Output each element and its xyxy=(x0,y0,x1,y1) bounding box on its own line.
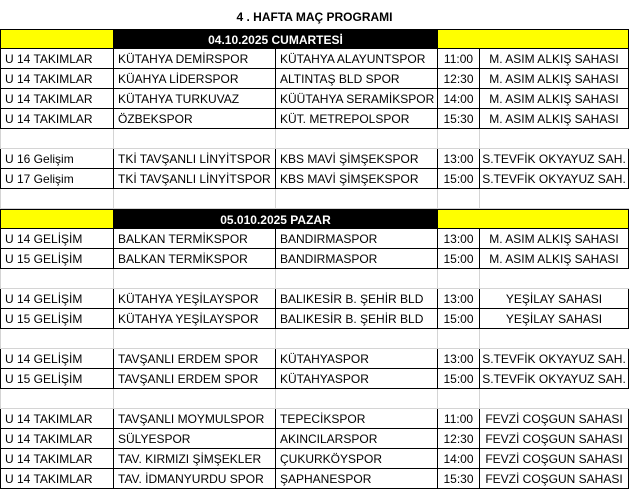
venue-cell: M. ASIM ALKIŞ SAHASI xyxy=(479,109,629,129)
venue-cell: YEŞİLAY SAHASI xyxy=(479,309,629,329)
away-team-cell: KÜTAHYA ALAYUNTSPOR xyxy=(275,49,437,69)
category-cell: U 14 TAKIMLAR xyxy=(0,89,113,109)
match-row xyxy=(0,429,629,449)
page-title: 4 . HAFTA MAÇ PROGRAMI xyxy=(236,10,393,24)
away-team-cell: KÜÜTAHYA SERAMİKSPOR xyxy=(275,89,437,109)
empty-row xyxy=(0,329,629,349)
home-team-cell xyxy=(113,129,275,149)
venue-cell xyxy=(479,389,629,409)
category-cell xyxy=(0,269,113,289)
category-cell: U 14 TAKIMLAR xyxy=(0,449,113,469)
time-cell xyxy=(437,329,479,349)
home-team-cell: TAVŞANLI ERDEM SPOR xyxy=(113,369,275,389)
category-cell: U 14 TAKIMLAR xyxy=(0,69,113,89)
away-team-cell: KBS MAVİ ŞİMŞEKSPOR xyxy=(275,149,437,169)
away-team-cell xyxy=(275,129,437,149)
venue-cell: FEVZİ COŞGUN SAHASI xyxy=(479,449,629,469)
day-header: 04.10.2025 CUMARTESİ xyxy=(113,29,437,49)
away-team-cell: ALTINTAŞ BLD SPOR xyxy=(275,69,437,89)
category-cell: U 14 GELİŞİM xyxy=(0,289,113,309)
home-team-cell: KÜAHYA LİDERSPOR xyxy=(113,69,275,89)
category-cell: U 16 Gelişim xyxy=(0,149,113,169)
empty-row xyxy=(0,129,629,149)
time-cell: 11:00 xyxy=(437,409,479,429)
away-team-cell xyxy=(275,269,437,289)
category-cell: U 14 TAKIMLAR xyxy=(0,409,113,429)
venue-cell xyxy=(479,329,629,349)
home-team-cell: BALKAN TERMİKSPOR xyxy=(113,249,275,269)
category-cell: U 15 GELİŞİM xyxy=(0,249,113,269)
category-cell: U 14 GELİŞİM xyxy=(0,229,113,249)
category-cell xyxy=(0,189,113,209)
venue-cell: S.TEVFİK OKYAYUZ SAH. xyxy=(479,349,629,369)
venue-cell: FEVZİ COŞGUN SAHASI xyxy=(479,409,629,429)
time-cell: 15:00 xyxy=(437,169,479,189)
venue-cell: S.TEVFİK OKYAYUZ SAH. xyxy=(479,169,629,189)
home-team-cell xyxy=(113,389,275,409)
time-cell: 15:00 xyxy=(437,249,479,269)
time-cell: 15:30 xyxy=(437,469,479,489)
away-team-cell: BANDIRMASPOR xyxy=(275,229,437,249)
home-team-cell xyxy=(113,189,275,209)
match-row xyxy=(0,289,629,309)
match-row xyxy=(0,249,629,269)
away-team-cell: KBS MAVİ ŞİMŞEKSPOR xyxy=(275,169,437,189)
category-cell: U 14 TAKIMLAR xyxy=(0,429,113,449)
category-cell: U 15 GELİŞİM xyxy=(0,309,113,329)
venue-cell: S.TEVFİK OKYAYUZ SAH. xyxy=(479,149,629,169)
match-row xyxy=(0,49,629,69)
away-team-cell: ŞAPHANESPOR xyxy=(275,469,437,489)
category-cell xyxy=(0,129,113,149)
match-row xyxy=(0,109,629,129)
venue-cell xyxy=(479,269,629,289)
match-row xyxy=(0,169,629,189)
match-row xyxy=(0,409,629,429)
time-cell: 15:00 xyxy=(437,369,479,389)
category-cell xyxy=(0,329,113,349)
venue-cell: M. ASIM ALKIŞ SAHASI xyxy=(479,49,629,69)
home-team-cell: TAV. İDMANYURDU SPOR xyxy=(113,469,275,489)
home-team-cell: BALKAN TERMİKSPOR xyxy=(113,229,275,249)
home-team-cell xyxy=(113,269,275,289)
day-header-row xyxy=(0,209,629,229)
home-team-cell xyxy=(113,329,275,349)
venue-cell xyxy=(479,189,629,209)
venue-cell: M. ASIM ALKIŞ SAHASI xyxy=(479,249,629,269)
home-team-cell: KÜTAHYA YEŞİLAYSPOR xyxy=(113,289,275,309)
time-cell: 14:00 xyxy=(437,89,479,109)
category-cell: U 17 Gelişim xyxy=(0,169,113,189)
venue-cell xyxy=(479,129,629,149)
match-row xyxy=(0,309,629,329)
time-cell: 11:00 xyxy=(437,49,479,69)
venue-cell: FEVZİ COŞGUN SAHASI xyxy=(479,469,629,489)
venue-cell: S.TEVFİK OKYAYUZ SAH. xyxy=(479,369,629,389)
time-cell xyxy=(437,389,479,409)
away-team-cell xyxy=(275,329,437,349)
match-row xyxy=(0,69,629,89)
day-header-row xyxy=(0,29,629,49)
away-team-cell: KÜTAHYASPOR xyxy=(275,349,437,369)
home-team-cell: ÖZBEKSPOR xyxy=(113,109,275,129)
time-cell: 12:30 xyxy=(437,429,479,449)
home-team-cell: TKİ TAVŞANLI LİNYİTSPOR xyxy=(113,149,275,169)
time-cell xyxy=(437,129,479,149)
home-team-cell: TAVŞANLI MOYMULSPOR xyxy=(113,409,275,429)
venue-cell: M. ASIM ALKIŞ SAHASI xyxy=(479,229,629,249)
time-cell xyxy=(437,189,479,209)
home-team-cell: KÜTAHYA DEMİRSPOR xyxy=(113,49,275,69)
home-team-cell: TAV. KIRMIZI ŞİMŞEKLER xyxy=(113,449,275,469)
match-row xyxy=(0,349,629,369)
category-cell: U 14 TAKIMLAR xyxy=(0,109,113,129)
home-team-cell: TKİ TAVŞANLI LİNYİTSPOR xyxy=(113,169,275,189)
home-team-cell: TAVŞANLI ERDEM SPOR xyxy=(113,349,275,369)
category-cell xyxy=(0,389,113,409)
match-row xyxy=(0,369,629,389)
home-team-cell: KÜTAHYA TURKUVAZ xyxy=(113,89,275,109)
time-cell: 12:30 xyxy=(437,69,479,89)
match-row xyxy=(0,229,629,249)
category-cell: U 14 TAKIMLAR xyxy=(0,49,113,69)
venue-cell: YEŞİLAY SAHASI xyxy=(479,289,629,309)
time-cell: 15:00 xyxy=(437,309,479,329)
away-team-cell xyxy=(275,189,437,209)
empty-row xyxy=(0,189,629,209)
away-team-cell: KÜTAHYASPOR xyxy=(275,369,437,389)
time-cell: 15:30 xyxy=(437,109,479,129)
time-cell: 13:00 xyxy=(437,229,479,249)
home-team-cell: KÜTAHYA YEŞİLAYSPOR xyxy=(113,309,275,329)
away-team-cell: BALIKESİR B. ŞEHİR BLD xyxy=(275,309,437,329)
category-cell: U 14 GELİŞİM xyxy=(0,349,113,369)
away-team-cell: KÜT. METREPOLSPOR xyxy=(275,109,437,129)
venue-cell: M. ASIM ALKIŞ SAHASI xyxy=(479,89,629,109)
match-row xyxy=(0,89,629,109)
away-team-cell: BALIKESİR B. ŞEHİR BLD xyxy=(275,289,437,309)
home-team-cell: SÜLYESPOR xyxy=(113,429,275,449)
time-cell: 13:00 xyxy=(437,349,479,369)
time-cell: 13:00 xyxy=(437,149,479,169)
day-header: 05.010.2025 PAZAR xyxy=(113,209,437,229)
match-row xyxy=(0,149,629,169)
category-cell: U 15 GELİŞİM xyxy=(0,369,113,389)
time-cell xyxy=(437,269,479,289)
time-cell: 13:00 xyxy=(437,289,479,309)
venue-cell: FEVZİ COŞGUN SAHASI xyxy=(479,429,629,449)
away-team-cell xyxy=(275,389,437,409)
away-team-cell: ÇUKURKÖYSPOR xyxy=(275,449,437,469)
time-cell: 14:00 xyxy=(437,449,479,469)
match-row xyxy=(0,449,629,469)
venue-cell: M. ASIM ALKIŞ SAHASI xyxy=(479,69,629,89)
empty-row xyxy=(0,389,629,409)
category-cell: U 14 TAKIMLAR xyxy=(0,469,113,489)
away-team-cell: TEPECİKSPOR xyxy=(275,409,437,429)
empty-row xyxy=(0,269,629,289)
away-team-cell: AKINCILARSPOR xyxy=(275,429,437,449)
away-team-cell: BANDIRMASPOR xyxy=(275,249,437,269)
match-row xyxy=(0,469,629,489)
